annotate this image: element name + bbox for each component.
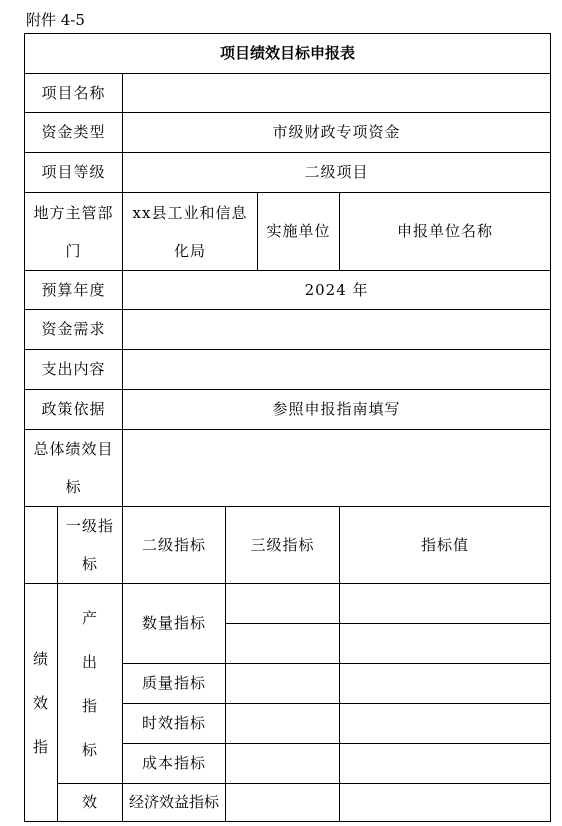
quality-value-cell bbox=[340, 664, 551, 704]
department-value: xx县工业和信息化局 bbox=[123, 193, 258, 271]
form-title: 项目绩效目标申报表 bbox=[25, 34, 551, 74]
economic-value-cell bbox=[340, 784, 551, 822]
cost-level3-cell bbox=[226, 744, 340, 784]
economic-level3-cell bbox=[226, 784, 340, 822]
level2-indicator-header: 二级指标 bbox=[123, 507, 226, 584]
cost-value-cell bbox=[340, 744, 551, 784]
quantity-value-cell-1 bbox=[340, 584, 551, 624]
project-level-label: 项目等级 bbox=[25, 153, 123, 193]
performance-indicator-group: 绩 效 指 bbox=[25, 584, 58, 822]
timeliness-value-cell bbox=[340, 704, 551, 744]
policy-basis-value: 参照申报指南填写 bbox=[123, 390, 551, 430]
quantity-level3-cell-2 bbox=[226, 624, 340, 664]
timeliness-indicator-label: 时效指标 bbox=[123, 704, 226, 744]
policy-basis-label: 政策依据 bbox=[25, 390, 123, 430]
quantity-indicator-label: 数量指标 bbox=[123, 584, 226, 664]
fund-type-value: 市级财政专项资金 bbox=[123, 113, 551, 153]
overall-goal-value bbox=[123, 430, 551, 507]
cost-indicator-label: 成本指标 bbox=[123, 744, 226, 784]
indicator-header-blank bbox=[25, 507, 58, 584]
timeliness-level3-cell bbox=[226, 704, 340, 744]
economic-benefit-indicator-label: 经济效益指标 bbox=[123, 784, 226, 822]
level3-indicator-header: 三级指标 bbox=[226, 507, 340, 584]
implementing-unit-label: 实施单位 bbox=[258, 193, 340, 271]
quantity-value-cell-2 bbox=[340, 624, 551, 664]
level1-indicator-header: 一级指标 bbox=[58, 507, 123, 584]
quality-indicator-label: 质量指标 bbox=[123, 664, 226, 704]
fund-demand-label: 资金需求 bbox=[25, 310, 123, 350]
fund-type-label: 资金类型 bbox=[25, 113, 123, 153]
quality-level3-cell bbox=[226, 664, 340, 704]
department-label: 地方主管部门 bbox=[25, 193, 123, 271]
performance-target-form bbox=[24, 33, 551, 822]
annex-label: 附件 4-5 bbox=[26, 11, 85, 29]
budget-year-label: 预算年度 bbox=[25, 271, 123, 310]
output-indicator-group: 产 出 指 标 bbox=[58, 584, 123, 784]
indicator-value-header: 指标值 bbox=[340, 507, 551, 584]
overall-goal-label: 总体绩效目标 bbox=[25, 430, 123, 507]
quantity-level3-cell-1 bbox=[226, 584, 340, 624]
fund-demand-value bbox=[123, 310, 551, 350]
implementing-unit-value: 申报单位名称 bbox=[340, 193, 551, 271]
expense-content-value bbox=[123, 350, 551, 390]
project-level-value: 二级项目 bbox=[123, 153, 551, 193]
benefit-indicator-group: 效 bbox=[58, 784, 123, 822]
expense-content-label: 支出内容 bbox=[25, 350, 123, 390]
project-name-value bbox=[123, 74, 551, 113]
budget-year-value: 2024 年 bbox=[123, 271, 551, 310]
project-name-label: 项目名称 bbox=[25, 74, 123, 113]
